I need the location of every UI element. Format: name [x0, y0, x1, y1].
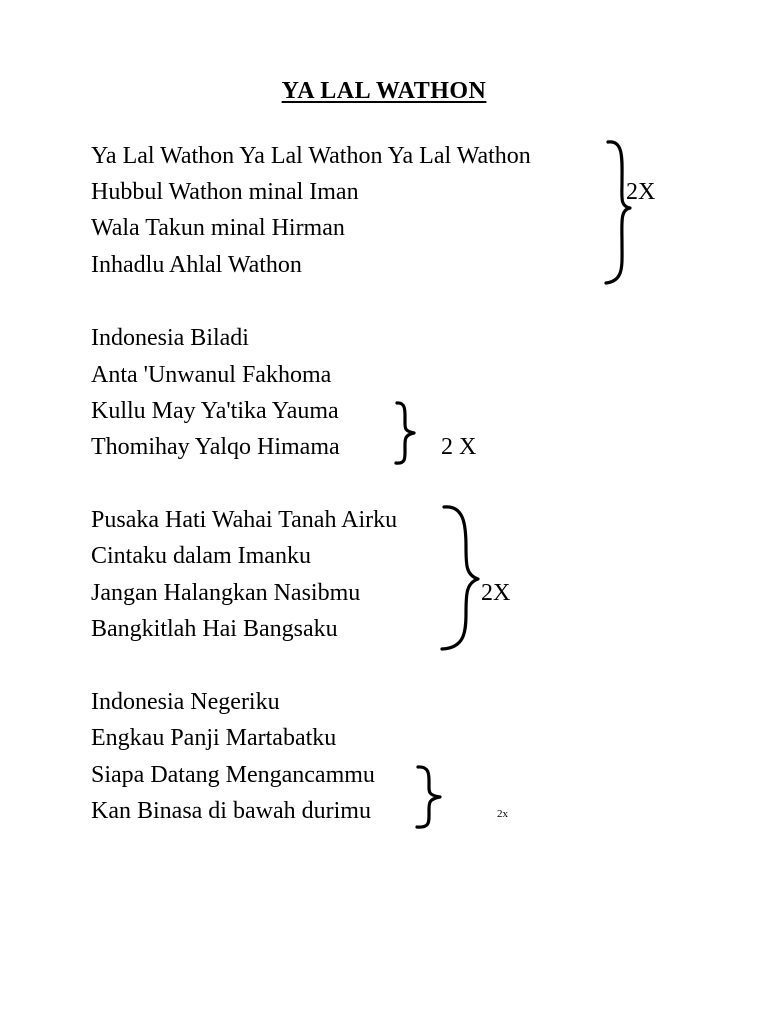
stanza-2-line-2: Anta 'Unwanul Fakhoma: [91, 362, 332, 388]
stanza-1-line-2: Hubbul Wathon minal Iman: [91, 179, 359, 205]
stanza-3-line-1: Pusaka Hati Wahai Tanah Airku: [91, 507, 398, 533]
stanza-4-repeat-mark: 2x: [497, 808, 508, 820]
stanza-1-repeat-mark: 2X: [626, 179, 656, 205]
stanza-4-line-1: Indonesia Negeriku: [91, 689, 280, 715]
stanza-4-line-2: Engkau Panji Martabatku: [91, 725, 337, 751]
stanza-1-line-4: Inhadlu Ahlal Wathon: [91, 252, 302, 278]
stanza-3-line-4: Bangkitlah Hai Bangsaku: [91, 616, 338, 642]
stanza-1-line-3: Wala Takun minal Hirman: [91, 215, 345, 241]
stanza-1-line-1: Ya Lal Wathon Ya Lal Wathon Ya Lal Wathon: [91, 143, 531, 169]
stanza-4-line-3: Siapa Datang Mengancammu: [91, 762, 375, 788]
stanza-4-brace: [412, 764, 448, 830]
stanza-3-brace: [436, 503, 486, 653]
stanza-2-brace: [392, 400, 420, 466]
stanza-3-repeat-mark: 2X: [481, 580, 511, 606]
stanza-3-line-2: Cintaku dalam Imanku: [91, 543, 311, 569]
stanza-2-line-4: Thomihay Yalqo Himama: [91, 434, 340, 460]
stanza-2-line-1: Indonesia Biladi: [91, 325, 249, 351]
stanza-1-brace: [598, 138, 638, 288]
stanza-3-line-3: Jangan Halangkan Nasibmu: [91, 580, 361, 606]
stanza-4-line-4: Kan Binasa di bawah durimu: [91, 798, 371, 824]
stanza-2-line-3: Kullu May Ya'tika Yauma: [91, 398, 339, 424]
stanza-2-repeat-mark: 2 X: [441, 434, 477, 460]
song-title: YA LAL WATHON: [281, 78, 487, 104]
